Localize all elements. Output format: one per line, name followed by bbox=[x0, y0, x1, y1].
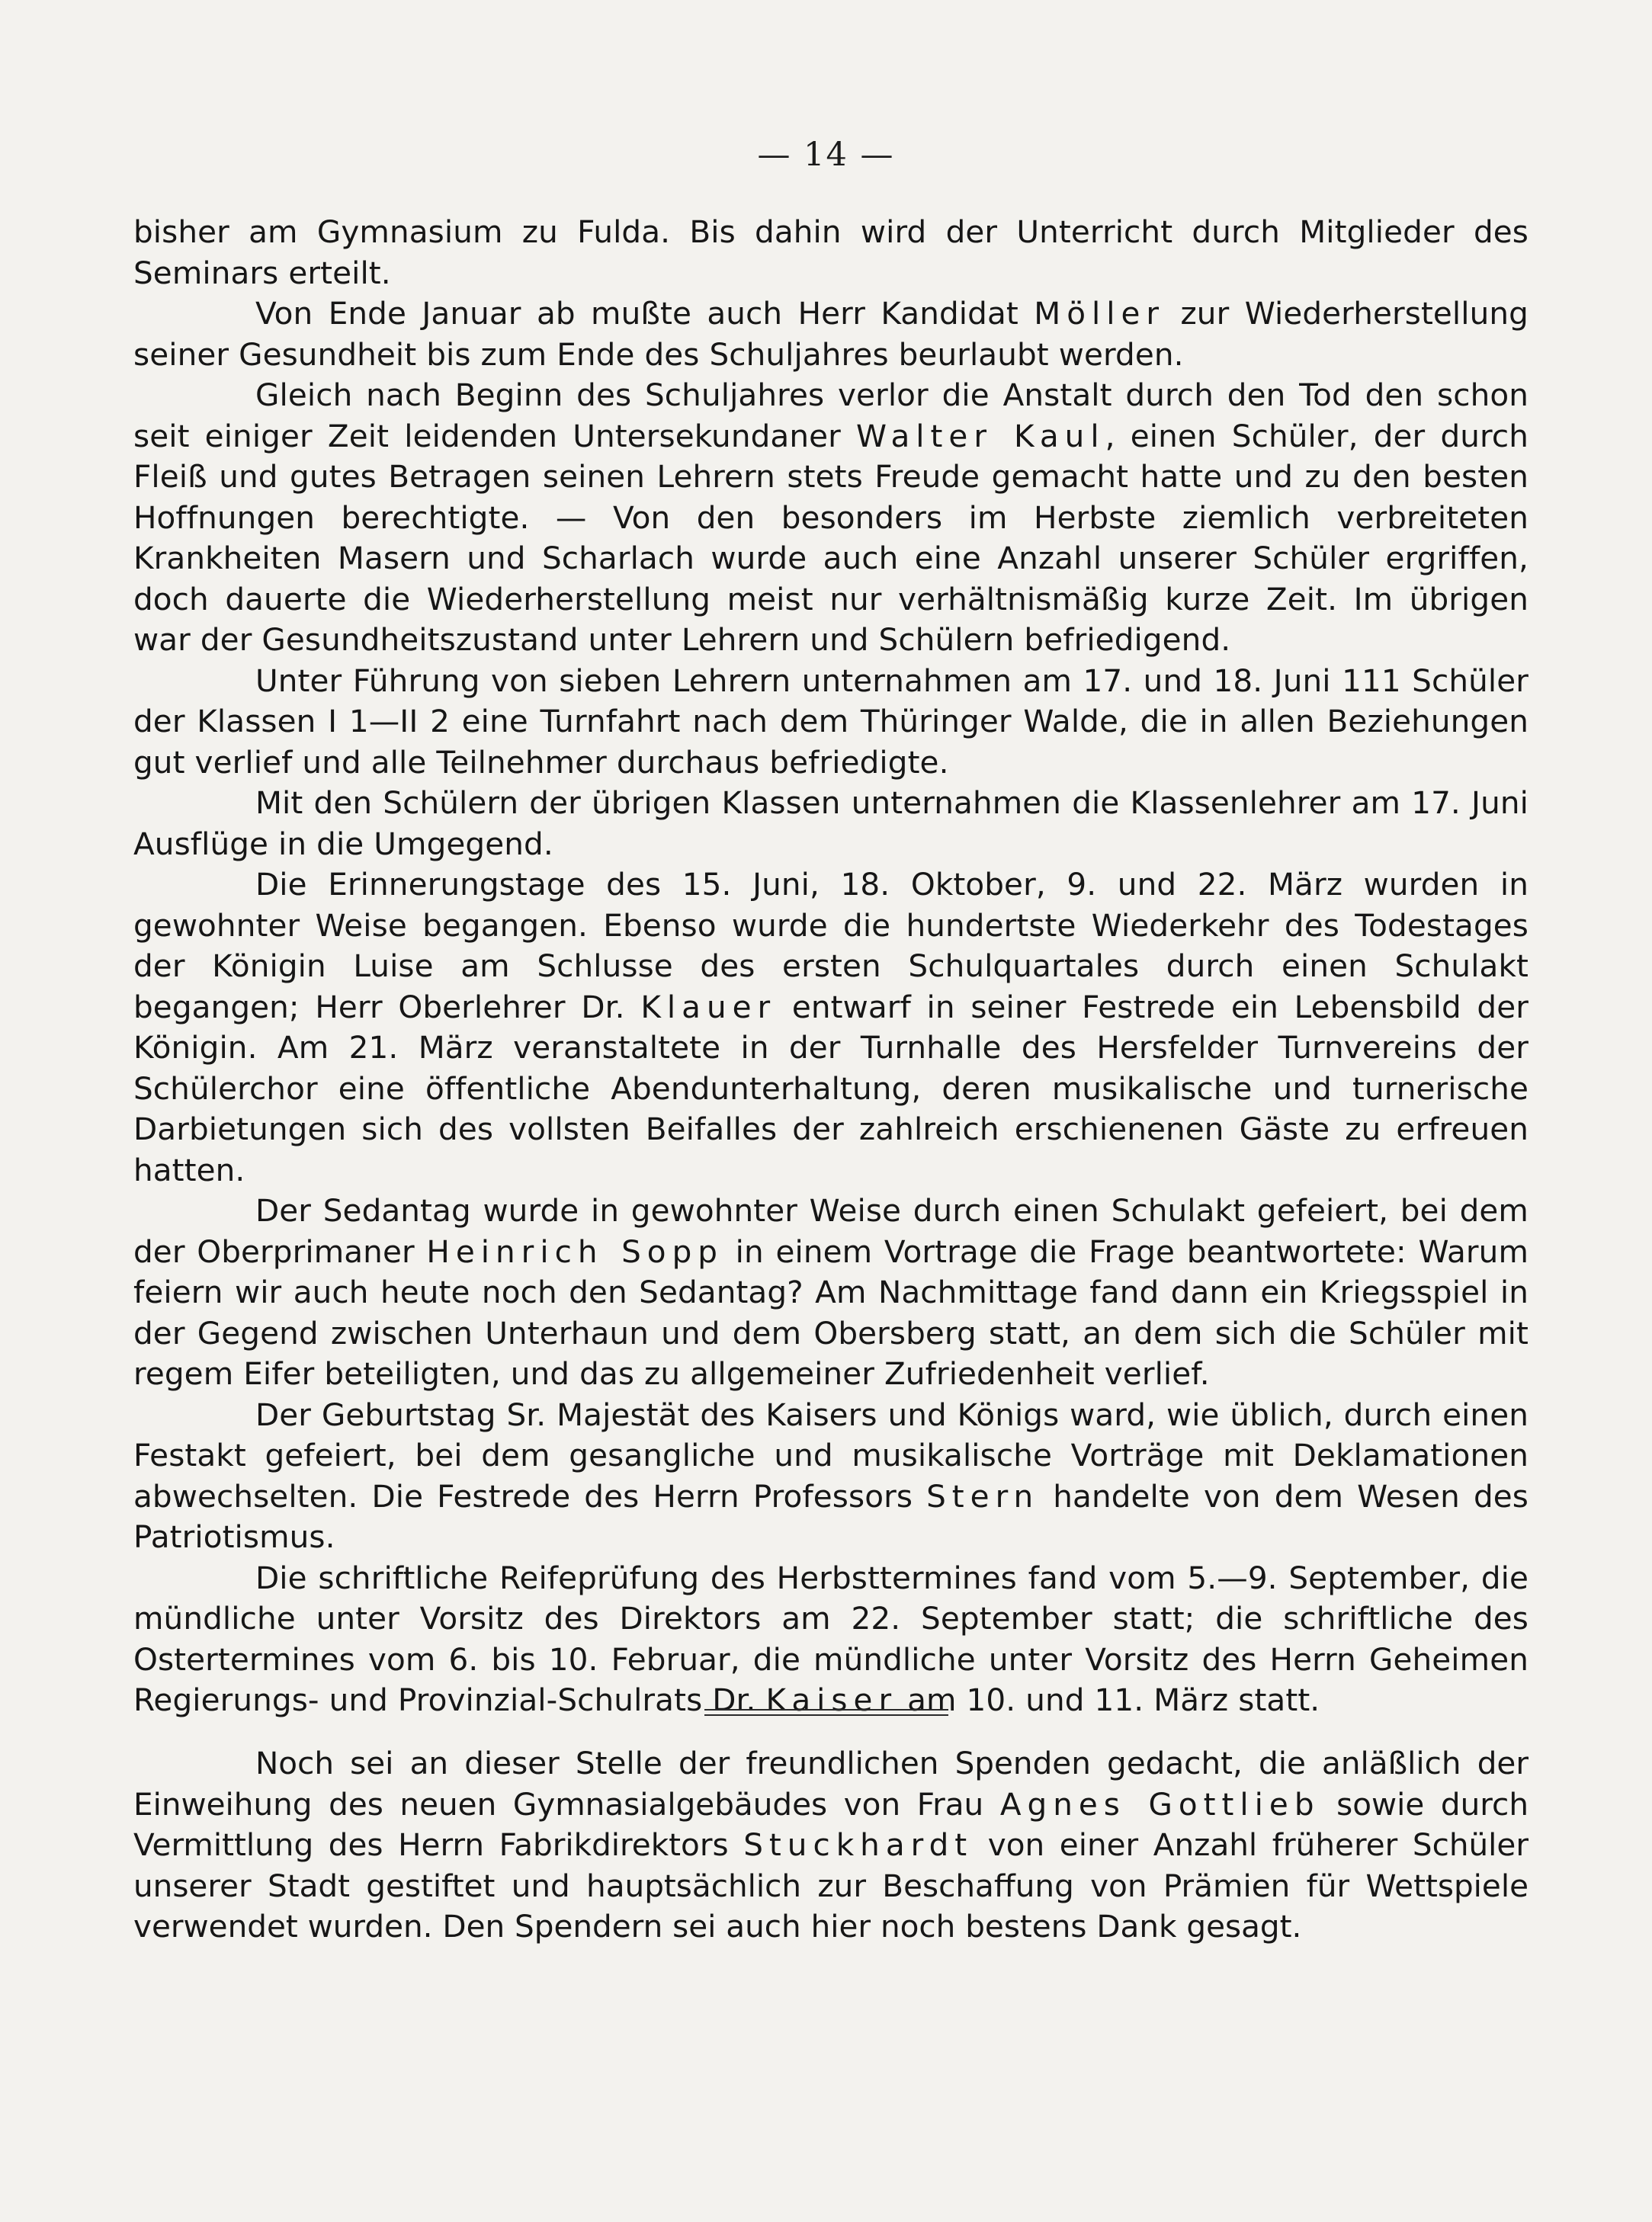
spaced-name: Walter Kaul bbox=[856, 417, 1105, 454]
paragraph bbox=[133, 1395, 1529, 1558]
spaced-name: Stern bbox=[926, 1477, 1040, 1515]
section-divider bbox=[704, 1709, 948, 1716]
spaced-name: Agnes Gottlieb bbox=[999, 1785, 1320, 1823]
page-number: — 14 — bbox=[757, 136, 895, 174]
spaced-name: Möller bbox=[1034, 295, 1166, 332]
text-run: Von Ende Januar ab mußte auch Herr Kandidat bbox=[255, 295, 1035, 332]
text-run: Noch sei an dieser Stelle der freundlichen Spenden gedacht, die anläßlich der Einweihung des neuen Gymnasialgebäudes von Frau bbox=[133, 1745, 1529, 1823]
paragraph bbox=[133, 1558, 1529, 1721]
text-run: handelte von dem Wesen des Patriotismus. bbox=[133, 1477, 1529, 1555]
spaced-name: Stuckhardt bbox=[743, 1826, 974, 1863]
text-run: in einem Vortrage die Frage beantwortete: Warum feiern wir auch heute noch den Sedantag? Am Nachmittage fand dann ein Kriegsspiel in der Gegend zwischen Unterhaun und dem Obersberg statt, an dem sich die Schüler mit regem Eifer beteiligten, und das zu allgemeiner Zufriedenheit verlief. bbox=[133, 1233, 1529, 1392]
text-run: Die schriftliche Reifeprüfung des Herbsttermines fand vom 5.—9. September, die mündliche unter Vorsitz des Direktors am 22. September statt; die schriftliche des Ostertermines vom 6. bis 10. Februar, die mündliche unter Vorsitz des Herrn Geheimen Regierungs- und Provinzial-Schulrats Dr. bbox=[133, 1559, 1529, 1718]
paragraph bbox=[133, 864, 1529, 1191]
text-run: Der Sedantag wurde in gewohnter Weise durch einen Schulakt gefeiert, bei dem der Oberprimaner bbox=[133, 1192, 1529, 1270]
text-run: von einer Anzahl früherer Schüler unserer Stadt gestiftet und hauptsächlich zur Beschaffung von Prämien für Wettspiele verwendet wurden. Den Spendern sei auch hier noch bestens Dank gesagt. bbox=[133, 1826, 1529, 1945]
paragraph bbox=[133, 293, 1529, 375]
spaced-name: Kaiser bbox=[765, 1682, 898, 1718]
text-run: Die Erinnerungstage des 15. Juni, 18. Oktober, 9. und 22. März wurden in gewohnter Weise begangen. Ebenso wurde die hundertste Wiederkehr des Todestages der Königin Luise am Schlusse des ersten Schulquartales durch einen Schulakt begangen; Herr Oberlehrer Dr. bbox=[133, 866, 1529, 1025]
paragraph bbox=[133, 783, 1529, 864]
paragraph bbox=[133, 661, 1529, 784]
text-run: zur Wiederherstellung seiner Gesundheit bis zum Ende des Schuljahres beurlaubt werden. bbox=[133, 295, 1529, 373]
text-run: am 10. und 11. März statt. bbox=[897, 1682, 1320, 1718]
body-text bbox=[133, 212, 1529, 1721]
paragraph bbox=[133, 212, 1529, 293]
text-run: Gleich nach Beginn des Schuljahres verlor die Anstalt durch den Tod den schon seit einiger Zeit leidenden Untersekundaner bbox=[133, 377, 1529, 454]
text-run: , einen Schüler, der durch Fleiß und gutes Betragen seinen Lehrern stets Freude gemacht hatte und zu den besten Hoffnungen berechtigte. — Von den besonders im Herbste ziemlich verbreiteten Krankheiten Masern und Scharlach wurde auch eine Anzahl unserer Schüler ergriffen, doch dauerte die Wiederherstellung meist nur verhältnismäßig kurze Zeit. Im übrigen war der Gesundheitszustand unter Lehrern und Schülern befriedigend. bbox=[133, 417, 1529, 658]
spaced-name: Klauer bbox=[640, 988, 777, 1025]
paragraph bbox=[133, 1191, 1529, 1395]
text-run: Mit den Schülern der übrigen Klassen unternahmen die Klassenlehrer am 17. Juni Ausflüge in die Umgegend. bbox=[133, 784, 1529, 862]
text-run: bisher am Gymnasium zu Fulda. Bis dahin wird der Unterricht durch Mitglieder des Seminars erteilt. bbox=[133, 213, 1529, 291]
spaced-name: Heinrich Sopp bbox=[426, 1233, 723, 1270]
paragraph bbox=[133, 375, 1529, 661]
text-run: sowie durch Vermittlung des Herrn Fabrikdirektors bbox=[133, 1785, 1529, 1863]
closing-text bbox=[133, 1743, 1529, 1948]
text-run: entwarf in seiner Festrede ein Lebensbild der Königin. Am 21. März veranstaltete in der Turnhalle des Hersfelder Turnvereins der Schülerchor eine öffentliche Abendunterhaltung, deren musikalische und turnerische Darbietungen sich des vollsten Beifalles der zahlreich erschienenen Gäste zu erfreuen hatten. bbox=[133, 988, 1529, 1188]
paragraph bbox=[133, 1743, 1529, 1948]
text-run: Der Geburtstag Sr. Majestät des Kaisers und Königs ward, wie üblich, durch einen Festakt gefeiert, bei dem gesangliche und musikalische Vorträge mit Deklamationen abwechselten. Die Festrede des Herrn Professors bbox=[133, 1396, 1529, 1515]
text-run: Unter Führung von sieben Lehrern unternahmen am 17. und 18. Juni 111 Schüler der Klassen I 1—II 2 eine Turnfahrt nach dem Thüringer Walde, die in allen Beziehungen gut verlief und alle Teilnehmer durchaus befriedigte. bbox=[133, 662, 1529, 781]
